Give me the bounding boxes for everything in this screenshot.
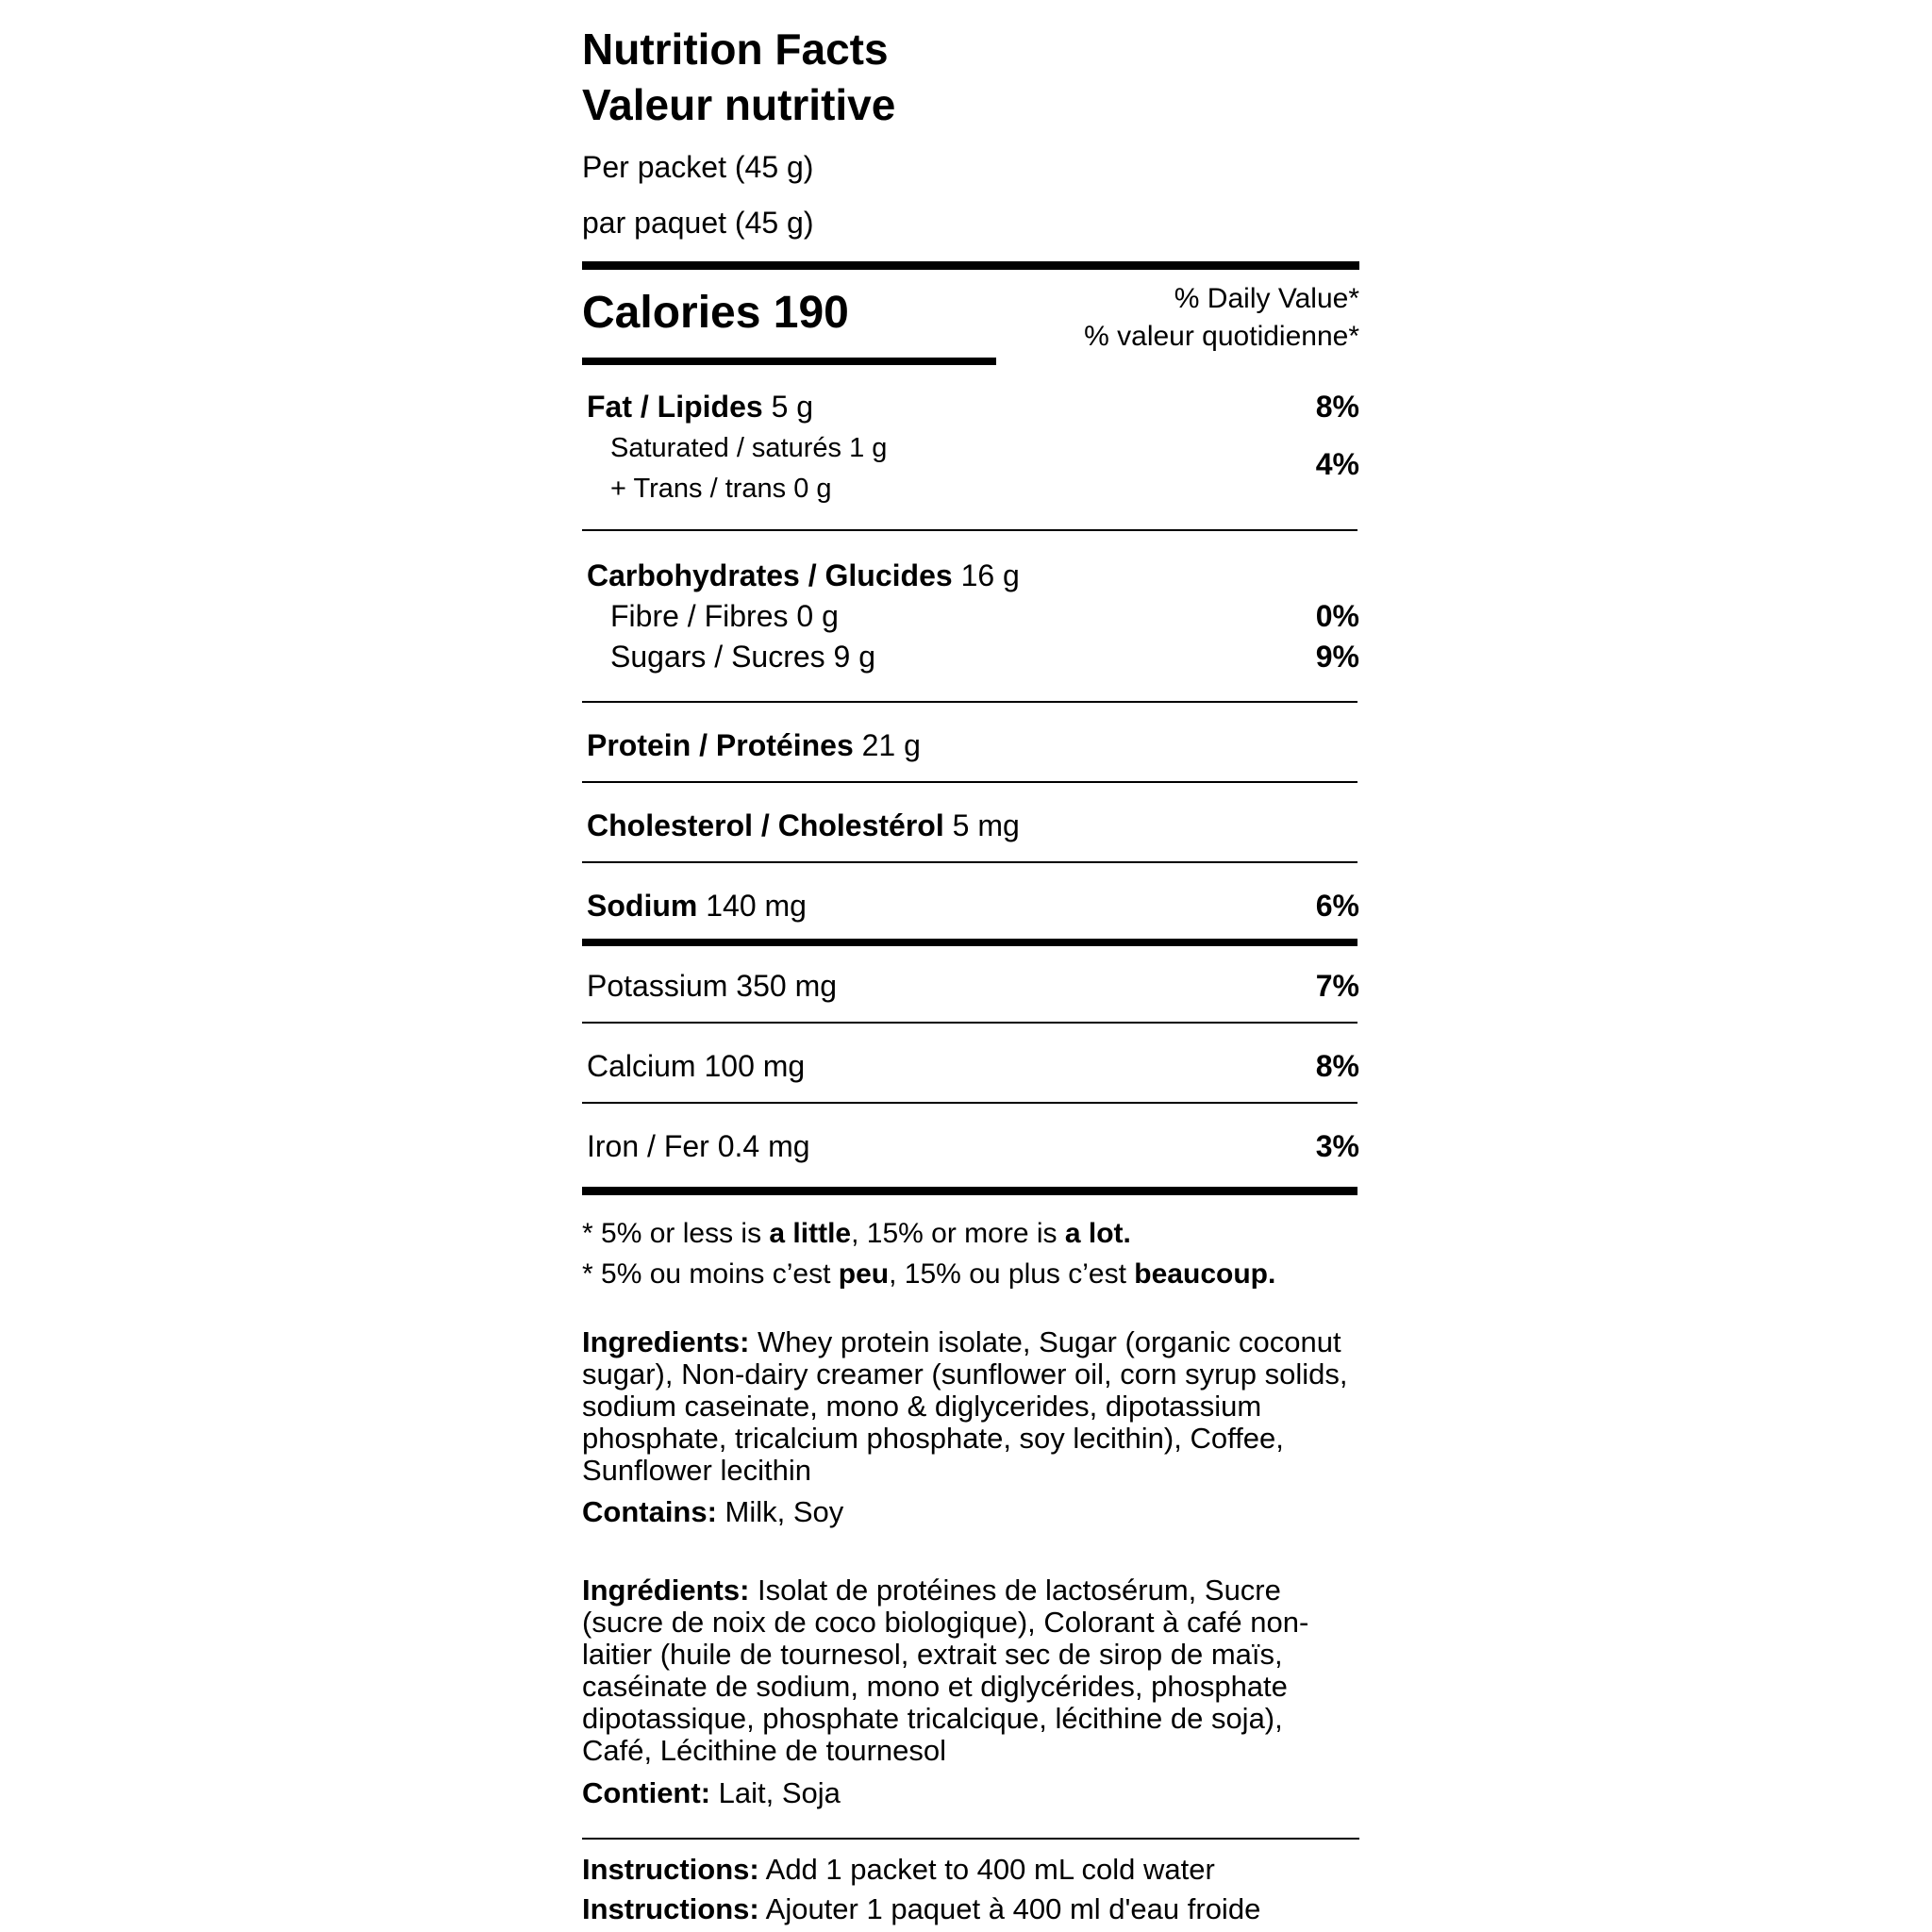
ingredients-fr: Ingrédients: Isolat de protéines de lactosérum, Sucre (sucre de noix de coco biologique), Colorant à café non-laitier (huile de tournesol, extrait sec de sirop de maïs, caséinate de sodium, mono et diglycérides, phosphate dipotassique, phosphate tricalcique, lécithine de soja), Café, Lécithine de tournesol xyxy=(582,1574,1309,1767)
divider xyxy=(582,529,1357,531)
trans-row: + Trans / trans 0 g xyxy=(610,474,832,504)
protein-row: Protein / Protéines 21 g xyxy=(587,728,921,762)
footnote-en: * 5% or less is a little, 15% or more is a lot. xyxy=(582,1218,1131,1249)
fat-row: Fat / Lipides 5 g xyxy=(587,390,814,424)
ingredients-en: Ingredients: Whey protein isolate, Sugar (organic coconut sugar), Non-dairy creamer (sunflower oil, corn syrup solids, sodium caseinate, mono & diglycerides, dipotassium phosphate, tricalcium phosphate, soy lecithin), Coffee, Sunflower lecithin xyxy=(582,1325,1348,1487)
contains-en: Contains: Milk, Soy xyxy=(582,1495,844,1528)
divider xyxy=(582,1102,1357,1104)
fibre-row: Fibre / Fibres 0 g xyxy=(610,599,839,633)
contains-fr: Contient: Lait, Soja xyxy=(582,1776,841,1809)
calcium-dv: 8% xyxy=(1315,1049,1359,1083)
divider xyxy=(582,861,1357,863)
daily-value-header-fr: % valeur quotidienne* xyxy=(1084,321,1359,352)
divider xyxy=(582,781,1357,783)
nutrition-label xyxy=(582,0,1359,1932)
instructions-en: Instructions: Add 1 packet to 400 mL cold water xyxy=(582,1853,1215,1886)
thick-divider xyxy=(582,1187,1357,1195)
thick-divider xyxy=(582,939,1357,946)
iron-row: Iron / Fer 0.4 mg xyxy=(587,1129,810,1163)
daily-value-header-en: % Daily Value* xyxy=(1174,283,1359,314)
instructions-fr: Instructions: Ajouter 1 paquet à 400 ml d'eau froide xyxy=(582,1892,1261,1925)
carbohydrates-row: Carbohydrates / Glucides 16 g xyxy=(587,558,1020,592)
saturated-row: Saturated / saturés 1 g xyxy=(610,433,888,463)
potassium-row: Potassium 350 mg xyxy=(587,969,838,1003)
calories-divider xyxy=(582,358,996,365)
divider xyxy=(582,1022,1357,1024)
serving-size-en: Per packet (45 g) xyxy=(582,150,814,184)
fat-dv: 8% xyxy=(1315,390,1359,424)
sugars-row: Sugars / Sucres 9 g xyxy=(610,640,876,674)
title-en: Nutrition Facts xyxy=(582,25,889,74)
saturated-trans-dv: 4% xyxy=(1315,447,1359,481)
divider xyxy=(582,1838,1359,1840)
potassium-dv: 7% xyxy=(1315,969,1359,1003)
footnote-fr: * 5% ou moins c’est peu, 15% ou plus c’est beaucoup. xyxy=(582,1258,1276,1290)
sugars-dv: 9% xyxy=(1315,640,1359,674)
calories: Calories 190 xyxy=(582,288,849,338)
fibre-dv: 0% xyxy=(1315,599,1359,633)
sodium-dv: 6% xyxy=(1315,889,1359,923)
calcium-row: Calcium 100 mg xyxy=(587,1049,806,1083)
iron-dv: 3% xyxy=(1315,1129,1359,1163)
sodium-row: Sodium 140 mg xyxy=(587,889,807,923)
cholesterol-row: Cholesterol / Cholestérol 5 mg xyxy=(587,808,1020,842)
serving-size-fr: par paquet (45 g) xyxy=(582,206,814,240)
thick-divider xyxy=(582,261,1359,270)
divider xyxy=(582,701,1357,703)
title-fr: Valeur nutritive xyxy=(582,80,896,129)
